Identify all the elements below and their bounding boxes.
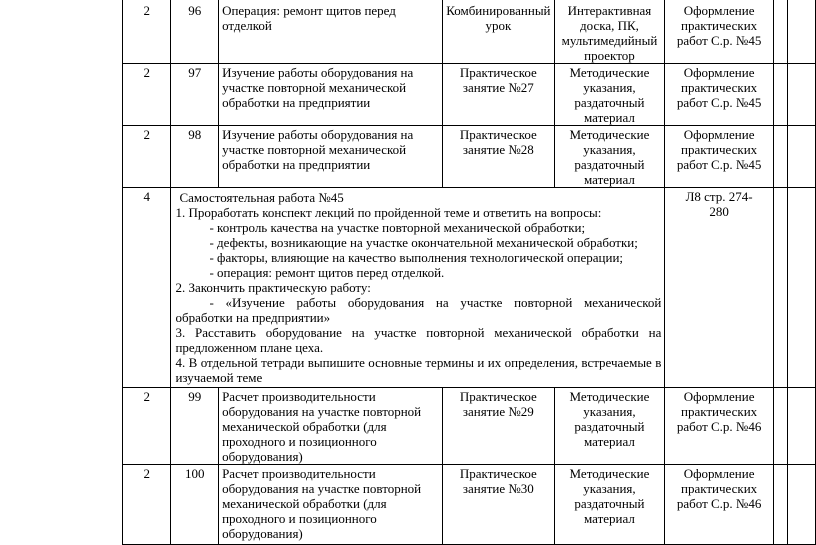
cell-type: Практическое занятие №29 (443, 388, 554, 465)
cell-num: 4 (123, 188, 171, 388)
cell-blank (788, 388, 816, 465)
cell-homework: Оформление практических работ С.р. №45 (665, 0, 773, 64)
cell-type: Практическое занятие №27 (443, 64, 554, 126)
cell-blank (788, 188, 816, 388)
cell-num: 2 (123, 0, 171, 64)
self-work-title: Самостоятельная работа №45 (179, 190, 344, 205)
lesson-plan-table (122, 0, 816, 545)
self-work-item-4: 4. В отдельной тетради выпишите основные термины и их определения, встречаемые в изучаемой теме (175, 355, 662, 385)
cell-means: Методические указания, раздаточный материал (554, 64, 665, 126)
cell-num: 2 (123, 126, 171, 188)
self-work-question: - контроль качества на участке повторной механической обработки; (209, 220, 586, 235)
cell-homework: Оформление практических работ С.р. №46 (665, 465, 773, 545)
table-row (123, 465, 816, 545)
self-work-question: - дефекты, возникающие на участке окончательной механической обработки; (209, 235, 638, 250)
table-row (123, 64, 816, 126)
cell-num: 2 (123, 388, 171, 465)
cell-blank (773, 388, 787, 465)
cell-blank (788, 64, 816, 126)
cell-blank (788, 465, 816, 545)
cell-topic: Операция: ремонт щитов перед отделкой (219, 0, 443, 64)
cell-blank (773, 126, 787, 188)
table-row (123, 0, 816, 64)
cell-lesson: 100 (171, 465, 219, 545)
self-work-question: - операция: ремонт щитов перед отделкой. (209, 265, 445, 280)
cell-lesson: 96 (171, 0, 219, 64)
cell-means: Интерактивная доска, ПК, мультимедийный проектор (554, 0, 665, 64)
cell-reference: Л8 стр. 274-280 (665, 188, 773, 388)
cell-topic: Изучение работы оборудования на участке повторной механической обработки на предприятии (219, 64, 443, 126)
table-row (123, 126, 816, 188)
cell-topic: Изучение работы оборудования на участке повторной механической обработки на предприятии (219, 126, 443, 188)
cell-homework: Оформление практических работ С.р. №46 (665, 388, 773, 465)
self-work-cell (171, 188, 665, 388)
cell-topic: Расчет производительности оборудования на участке повторной механической обработки (для проходного и позиционного оборудования) (219, 465, 443, 545)
cell-lesson: 98 (171, 126, 219, 188)
cell-blank (788, 126, 816, 188)
cell-means: Методические указания, раздаточный материал (554, 126, 665, 188)
cell-topic: Расчет производительности оборудования на участке повторной механической обработки (для проходного и позиционного оборудования) (219, 388, 443, 465)
cell-lesson: 97 (171, 64, 219, 126)
self-work-item-2a: - «Изучение работы оборудования на участке повторной механической обработки на предприятии» (175, 295, 662, 325)
cell-blank (773, 0, 787, 64)
self-work-item-3: 3. Расставить оборудование на участке повторной механической обработки на предложенном плане цеха. (175, 325, 662, 355)
cell-blank (773, 188, 787, 388)
cell-means: Методические указания, раздаточный материал (554, 388, 665, 465)
cell-blank (773, 64, 787, 126)
cell-type: Комбинированный урок (443, 0, 554, 64)
cell-num: 2 (123, 465, 171, 545)
cell-num: 2 (123, 64, 171, 126)
cell-homework: Оформление практических работ С.р. №45 (665, 64, 773, 126)
table-row (123, 388, 816, 465)
self-work-item-2: 2. Закончить практическую работу: (175, 280, 371, 295)
cell-blank (788, 0, 816, 64)
cell-blank (773, 465, 787, 545)
self-work-question: - факторы, влияющие на качество выполнения технологической операции; (209, 250, 624, 265)
cell-lesson: 99 (171, 388, 219, 465)
cell-means: Методические указания, раздаточный материал (554, 465, 665, 545)
cell-type: Практическое занятие №30 (443, 465, 554, 545)
cell-type: Практическое занятие №28 (443, 126, 554, 188)
self-work-item-1: 1. Проработать конспект лекций по пройденной теме и ответить на вопросы: (175, 205, 602, 220)
table-row-self-work (123, 188, 816, 388)
cell-homework: Оформление практических работ С.р. №45 (665, 126, 773, 188)
